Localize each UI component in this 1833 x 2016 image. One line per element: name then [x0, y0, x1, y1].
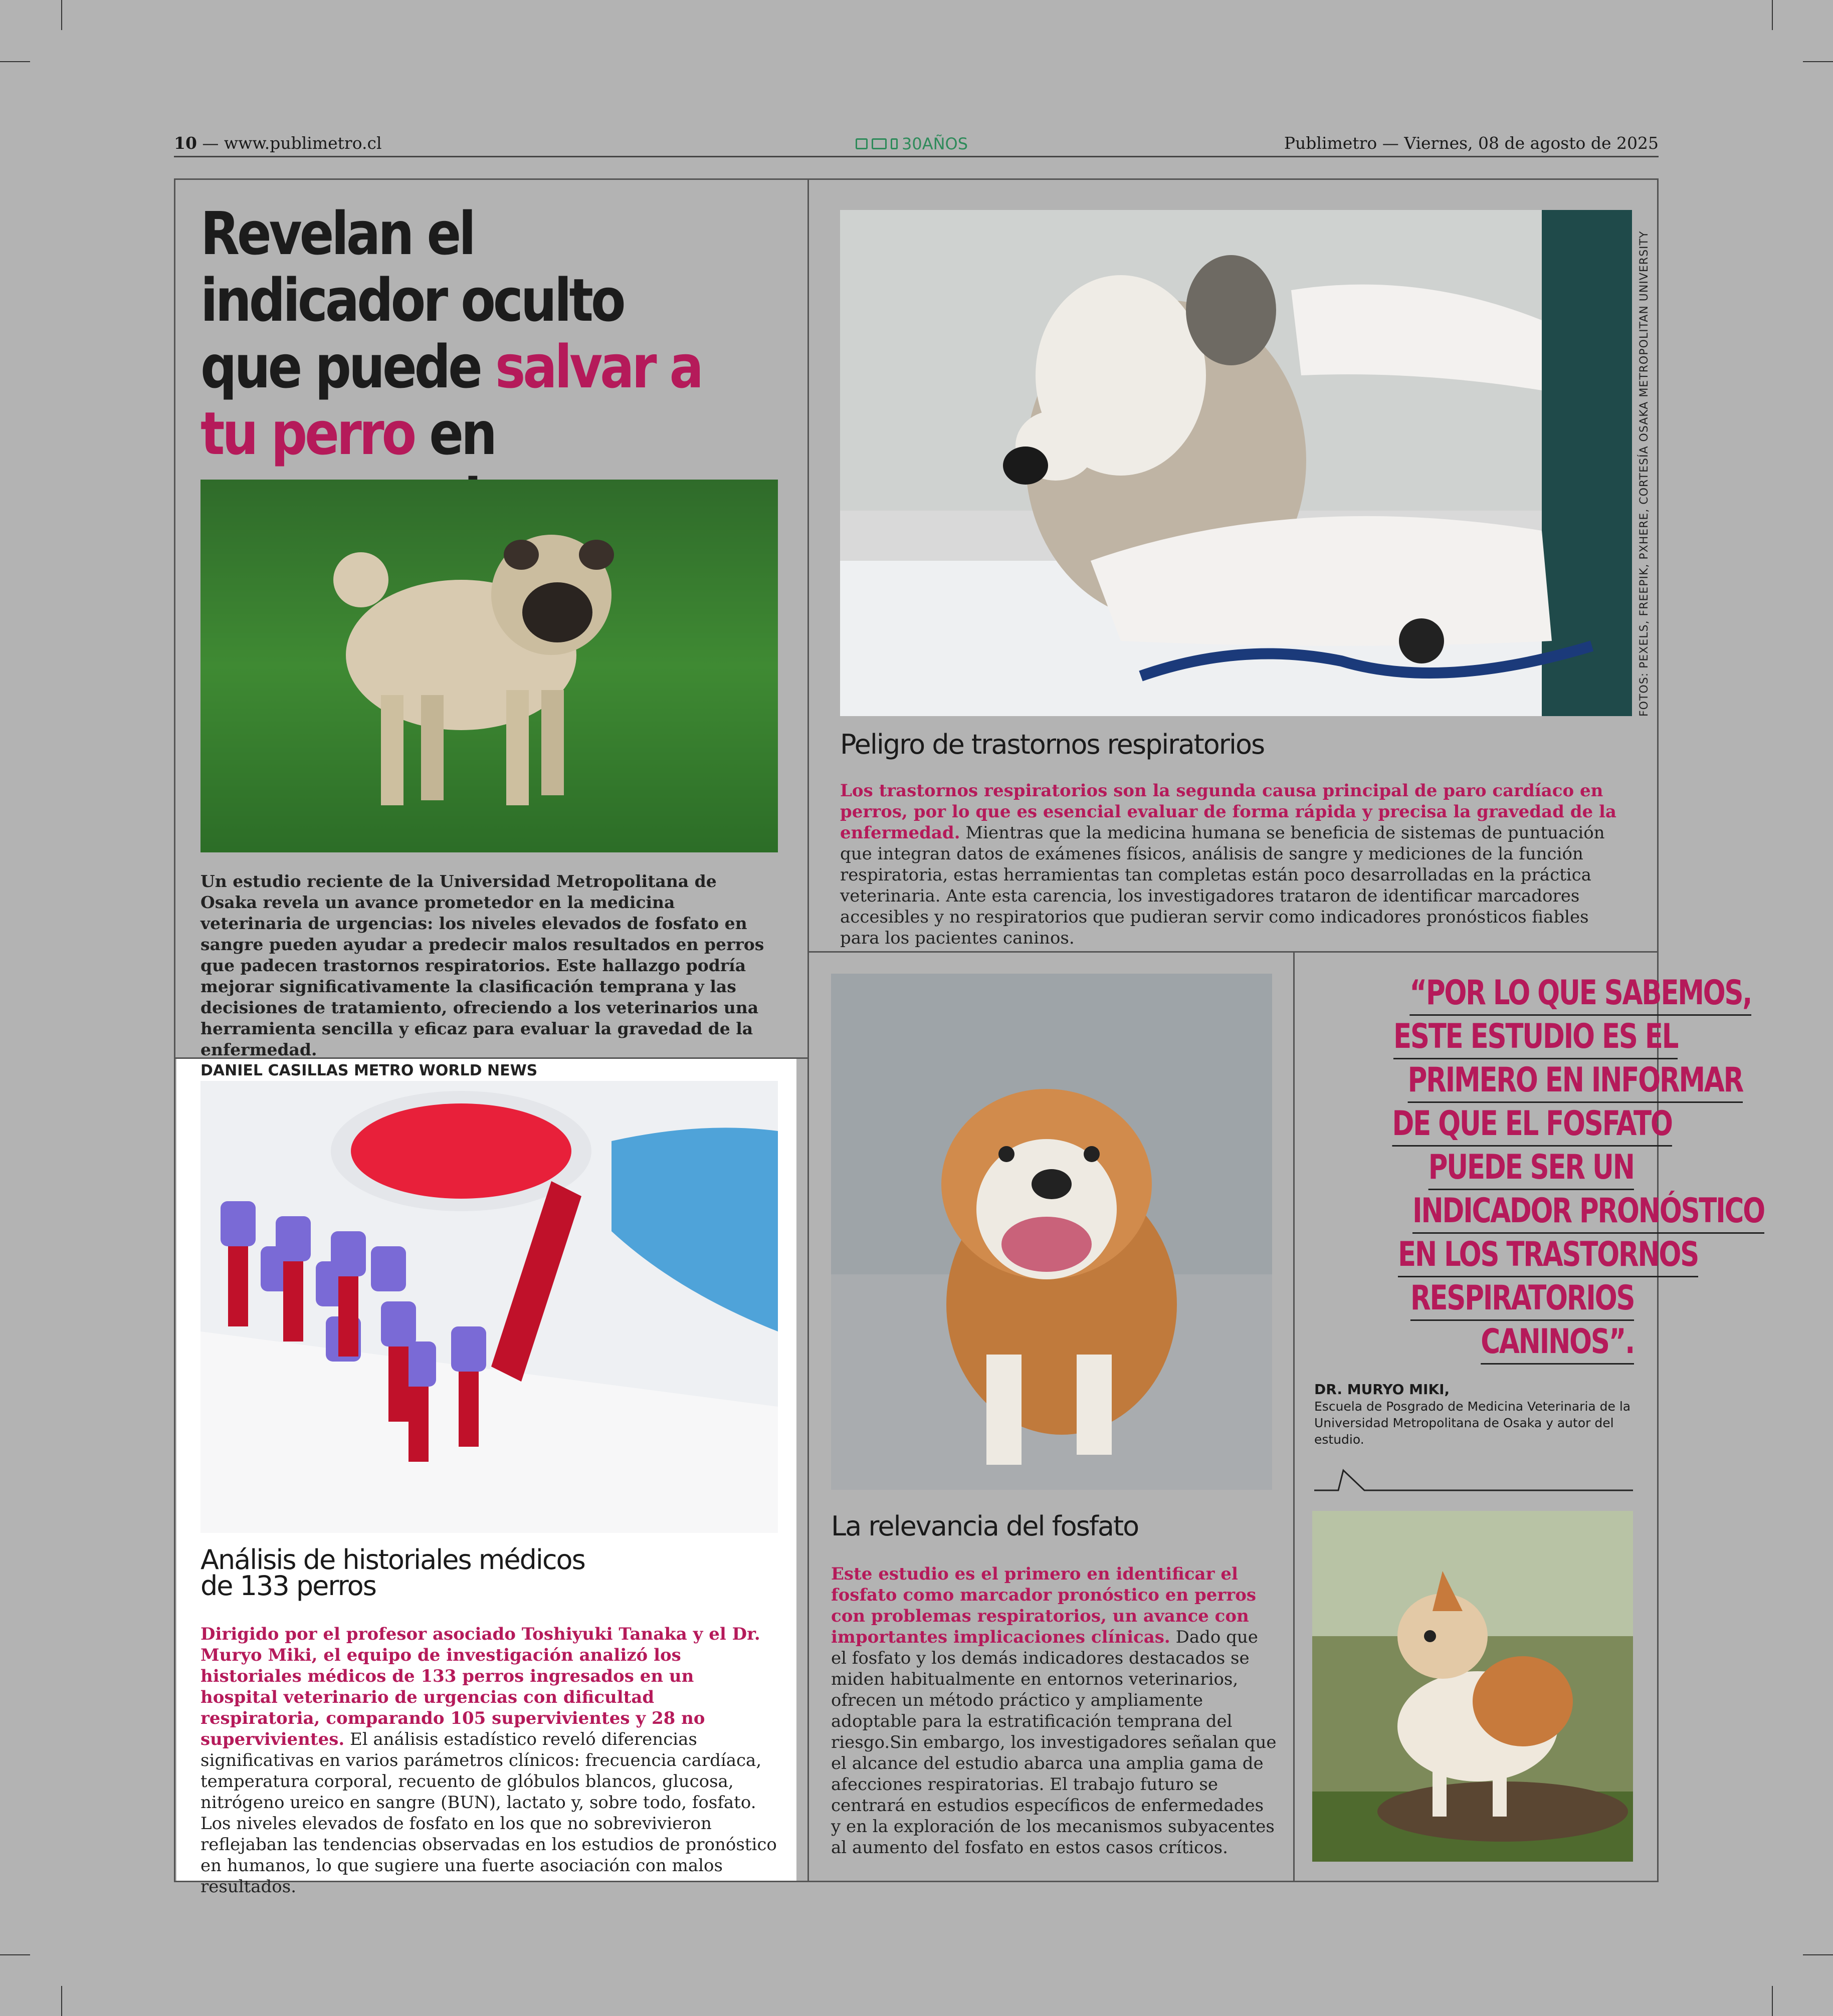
fosfato-body: Dado que el fosfato y los demás indicadores destacados se miden habitualmente en entornos veterinarios, ofrecen un método práctico y ampliamente adoptable para la estratificación temprana del riesgo.Sin embargo, los investigadores señalan que el alcance del estudio abarca una amplia gama de afecciones respiratorias. El trabajo futuro se centrará en estudios específicos de enfermedades y en la exploración de los mecanismos subyacentes al aumento del fosfato en estos casos críticos. — [831, 1627, 1277, 1858]
crop-mark — [0, 61, 30, 62]
bulldog-photo — [831, 974, 1272, 1490]
byline: DANIEL CASILLAS METRO WORLD NEWS — [200, 1062, 538, 1079]
quote-line: “POR LO QUE SABEMOS, — [1409, 972, 1751, 1016]
page-folio — [174, 133, 382, 153]
peligro-body: Mientras que la medicina humana se beneficia de sistemas de puntuación que integran datos de exámenes físicos, análisis de sangre y mediciones de la función respiratoria, estas herramientas tan completas están poco desarrolladas en la práctica veterinaria. Ante esta carencia, los investigadores trataron de identificar marcadores accesibles y no respiratorios que pudieran servir como indicadores pronósticos fiables para los pacientes caninos. — [840, 823, 1605, 948]
headline-part1: Revelan el indicador oculto que puede — [200, 199, 624, 401]
headline-part2: en — [429, 399, 495, 468]
anniversary-logo — [856, 134, 968, 153]
section-title-peligro: Peligro de trastornos respiratorios — [840, 729, 1265, 760]
chihuahua-photo — [1312, 1511, 1633, 1862]
laptop-icon — [872, 138, 887, 149]
page-header — [174, 133, 1659, 157]
peligro-lead: Los trastornos respiratorios son la segunda causa principal de paro cardíaco en perros, por lo que es esencial evaluar de forma rápida y precisa la gravedad de la enfermedad. — [840, 781, 1616, 843]
crop-mark — [1772, 0, 1773, 30]
crop-mark — [1803, 1954, 1833, 1955]
analisis-title-line2: de 133 perros — [200, 1570, 376, 1602]
analisis-lead: Dirigido por el profesor asociado Toshiyuki Tanaka y el Dr. Muryo Miki, el equipo de investigación analizó los historiales médicos de 133 perros ingresados en un hospital veterinario de urgencias con dificultad respiratoria, comparando 105 supervivientes y 28 no supervivientes. — [200, 1624, 760, 1749]
dateline: Publimetro — Viernes, 08 de agosto de 2025 — [1284, 133, 1659, 153]
photo-credit-text: FOTOS: PEXELS, FREEPIK, PXHERE, CORTESÍA OSAKA METROPOLITAN UNIVERSITY — [1638, 231, 1651, 717]
column-divider — [807, 178, 809, 1882]
analisis-title-line1: Análisis de historiales médicos — [200, 1544, 585, 1576]
crop-mark — [61, 1986, 62, 2016]
crop-mark — [1772, 1986, 1773, 2016]
quote-line: PRIMERO EN INFORMAR — [1408, 1059, 1743, 1103]
quote-author: DR. MURYO MIKI, — [1314, 1381, 1450, 1398]
section-title-fosfato: La relevancia del fosfato — [831, 1510, 1139, 1542]
column-divider — [1293, 951, 1295, 1882]
quote-attribution — [1314, 1381, 1635, 1448]
quote-affiliation: Escuela de Posgrado de Medicina Veterinaria de la Universidad Metropolitana de Osaka y autor del estudio. — [1314, 1399, 1631, 1447]
intro-text: Un estudio reciente de la Universidad Metropolitana de Osaka revela un avance prometedor en la medicina veterinaria de urgencias: los niveles elevados de fosfato en sangre pueden ayudar a predecir malos resultados en perros que padecen trastornos respiratorios. Este hallazgo podría mejorar significativamente la clasificación temprana y las decisiones de tratamiento, ofreciendo a los veterinarios una herramienta sencilla y eficaz para evaluar la gravedad de la enfermedad. — [200, 871, 764, 1059]
quote-line: ESTE ESTUDIO ES EL — [1393, 1016, 1678, 1059]
page-number: 10 — [174, 133, 197, 153]
blood-tubes-photo — [200, 1081, 778, 1533]
analisis-body: El análisis estadístico reveló diferencias significativas en varios parámetros clínicos: frecuencia cardíaca, temperatura corporal, recuento de glóbulos blancos, glucosa, nitrógeno ureico en sangre (BUN), lactato y, sobre todo, fosfato. Los niveles elevados de fosfato en los que no sobrevivieron reflejaban las tendencias observadas en los estudios de pronóstico en humanos, lo que sugiere una fuerte asociación con malos resultados. — [200, 1729, 777, 1897]
anniversary-text: 30AÑOS — [902, 134, 968, 153]
headline-highlight: salvar a tu perro — [200, 332, 701, 468]
peligro-paragraph — [840, 780, 1617, 949]
phone-icon — [891, 138, 898, 149]
analisis-paragraph — [200, 1624, 777, 1897]
quote-line: INDICADOR PRONÓSTICO — [1412, 1190, 1764, 1234]
crop-mark — [0, 1954, 30, 1955]
quote-line: DE QUE EL FOSFATO — [1392, 1103, 1672, 1147]
quote-line: CANINOS”. — [1481, 1321, 1634, 1365]
intro-paragraph — [200, 871, 777, 1081]
section-title-analisis — [200, 1544, 777, 1602]
row-divider — [807, 951, 1659, 953]
photo-credit — [1638, 231, 1658, 717]
fosfato-lead: Este estudio es el primero en identificar el fosfato como marcador pronóstico en perros con problemas respiratorios, un avance con importantes implicaciones clínicas. — [831, 1564, 1257, 1647]
pulse-line-divider — [1314, 1468, 1633, 1491]
quote-line: RESPIRATORIOS — [1410, 1277, 1634, 1321]
newspaper-icon — [856, 138, 868, 149]
vet-dog-photo — [840, 210, 1632, 716]
pug-photo — [200, 480, 778, 852]
crop-mark — [61, 0, 62, 30]
quote-line: PUEDE SER UN — [1429, 1147, 1634, 1190]
fosfato-paragraph — [831, 1563, 1277, 1858]
pull-quote — [1313, 972, 1764, 1365]
crop-mark — [1803, 61, 1833, 62]
quote-line: EN LOS TRASTORNOS — [1398, 1234, 1698, 1277]
site-url: — www.publimetro.cl — [196, 133, 382, 153]
